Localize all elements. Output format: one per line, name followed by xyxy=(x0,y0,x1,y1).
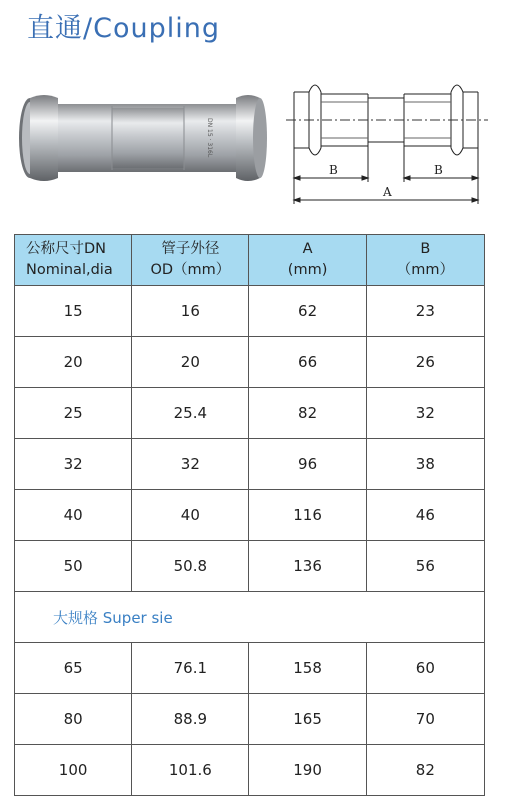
table-cell: 32 xyxy=(132,439,249,490)
table-cell: 165 xyxy=(249,694,366,745)
table-row xyxy=(15,490,485,541)
header-line: B xyxy=(420,241,431,257)
table-cell: 40 xyxy=(15,490,132,541)
header-line: 管子外径 xyxy=(161,241,220,257)
header-line: （mm） xyxy=(396,262,454,278)
table-cell: 88.9 xyxy=(132,694,249,745)
table-header-row xyxy=(15,235,485,286)
page-title: 直通/Coupling xyxy=(27,13,220,44)
dim-label-b-left: B xyxy=(329,163,338,177)
table-cell: 82 xyxy=(366,745,484,796)
table-cell: 56 xyxy=(366,541,484,592)
table-cell: 158 xyxy=(249,643,366,694)
header-line: OD（mm） xyxy=(150,262,231,278)
table-cell: 20 xyxy=(15,337,132,388)
table-cell: 25 xyxy=(15,388,132,439)
table-row xyxy=(15,643,485,694)
table-cell: 62 xyxy=(249,286,366,337)
coupling-photo xyxy=(14,86,270,196)
table-row xyxy=(15,694,485,745)
table-cell: 82 xyxy=(249,388,366,439)
table-cell: 80 xyxy=(15,694,132,745)
table-cell: 25.4 xyxy=(132,388,249,439)
table-cell: 60 xyxy=(366,643,484,694)
table-cell: 26 xyxy=(366,337,484,388)
table-cell: 16 xyxy=(132,286,249,337)
table-cell: 40 xyxy=(132,490,249,541)
table-row xyxy=(15,388,485,439)
table-cell: 136 xyxy=(249,541,366,592)
table-cell: 32 xyxy=(366,388,484,439)
dim-label-a: A xyxy=(383,185,392,199)
dim-label-b-right: B xyxy=(434,163,443,177)
spec-table xyxy=(14,234,485,796)
table-cell: 66 xyxy=(249,337,366,388)
header-nominal xyxy=(15,235,132,286)
table-cell: 190 xyxy=(249,745,366,796)
table-cell: 50 xyxy=(15,541,132,592)
coupling-drawing xyxy=(284,76,499,216)
header-od xyxy=(132,235,249,286)
section-label: 大规格 Super sie xyxy=(15,592,485,643)
table-cell: 101.6 xyxy=(132,745,249,796)
table-row xyxy=(15,541,485,592)
table-cell: 116 xyxy=(249,490,366,541)
table-cell: 96 xyxy=(249,439,366,490)
table-cell: 46 xyxy=(366,490,484,541)
svg-text:DN 15 · 316L: DN 15 · 316L xyxy=(206,118,213,158)
table-cell: 15 xyxy=(15,286,132,337)
header-line: A xyxy=(302,241,313,257)
table-cell: 23 xyxy=(366,286,484,337)
table-cell: 70 xyxy=(366,694,484,745)
section-row xyxy=(15,592,485,643)
header-line: (mm) xyxy=(287,262,328,278)
table-row xyxy=(15,439,485,490)
table-cell: 50.8 xyxy=(132,541,249,592)
table-row xyxy=(15,337,485,388)
header-a xyxy=(249,235,366,286)
header-b xyxy=(366,235,484,286)
table-row xyxy=(15,745,485,796)
header-line: 公称尺寸DN xyxy=(26,241,107,257)
table-cell: 100 xyxy=(15,745,132,796)
table-cell: 38 xyxy=(366,439,484,490)
table-cell: 76.1 xyxy=(132,643,249,694)
table-row xyxy=(15,286,485,337)
table-cell: 20 xyxy=(132,337,249,388)
table-cell: 65 xyxy=(15,643,132,694)
header-line: Nominal,dia xyxy=(26,262,113,278)
table-cell: 32 xyxy=(15,439,132,490)
